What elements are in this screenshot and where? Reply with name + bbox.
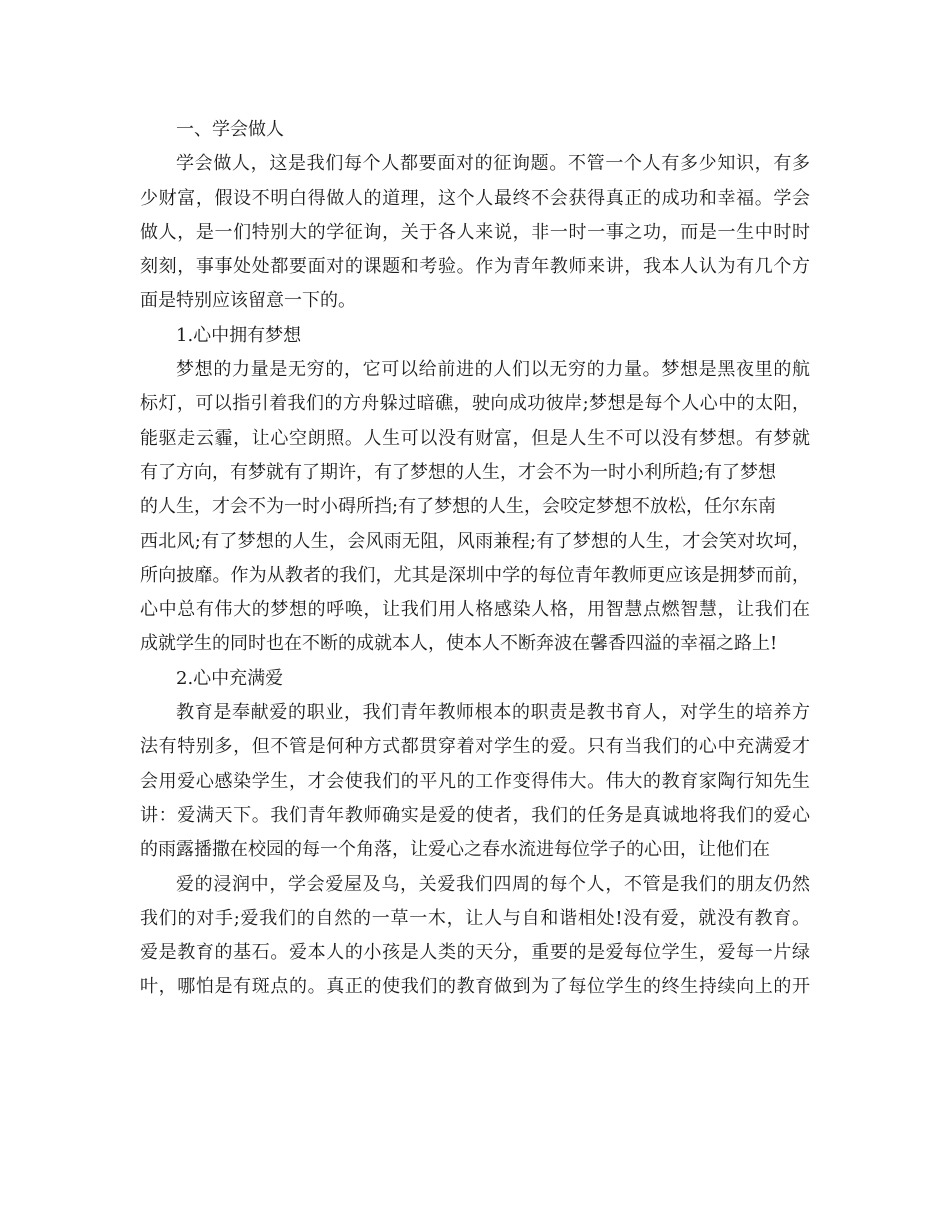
paragraph-line: 能驱走云霾，让心空朗照。人生可以没有财富，但是人生不可以没有梦想。有梦就: [140, 427, 810, 449]
section-heading: 2.心中充满爱: [176, 667, 284, 689]
paragraph-line: 爱是教育的基石。爱本人的小孩是人类的天分，重要的是爱每位学生，爱每一片绿: [140, 942, 810, 964]
paragraph-line: 面是特别应该留意一下的。: [140, 290, 356, 312]
paragraph-line: 成就学生的同时也在不断的成就本人，使本人不断奔波在馨香四溢的幸福之路上!: [140, 633, 778, 655]
paragraph-line: 爱的浸润中，学会爱屋及乌，关爱我们四周的每个人，不管是我们的朋友仍然: [176, 873, 810, 895]
paragraph-line: 所向披靡。作为从教者的我们，尤其是深圳中学的每位青年教师更应该是拥梦而前，: [140, 564, 810, 586]
paragraph-line: 的雨露播撒在校园的每一个角落，让爱心之春水流进每位学子的心田，让他们在: [140, 839, 770, 861]
paragraph-line: 叶，哪怕是有斑点的。真正的使我们的教育做到为了每位学生的终生持续向上的开: [140, 976, 810, 998]
paragraph-line: 的人生，才会不为一时小碍所挡;有了梦想的人生，会咬定梦想不放松，任尔东南: [140, 496, 777, 518]
paragraph-line: 我们的对手;爱我们的自然的一草一木，让人与自和谐相处!没有爱，就没有教育。: [140, 907, 810, 929]
paragraph-line: 刻刻，事事处处都要面对的课题和考验。作为青年教师来讲，我本人认为有几个方: [140, 256, 810, 278]
paragraph-line: 西北风;有了梦想的人生，会风雨无阻，风雨兼程;有了梦想的人生，才会笑对坎坷，: [140, 530, 810, 552]
paragraph-line: 学会做人，这是我们每个人都要面对的征询题。不管一个人有多少知识，有多: [176, 153, 810, 175]
paragraph-line: 梦想的力量是无穷的，它可以给前进的人们以无穷的力量。梦想是黑夜里的航: [176, 359, 810, 381]
paragraph-line: 标灯，可以指引着我们的方舟躲过暗礁，驶向成功彼岸;梦想是每个人心中的太阳，: [140, 393, 810, 415]
section-heading: 1.心中拥有梦想: [176, 324, 302, 346]
paragraph-line: 做人，是一们特别大的学征询，关于各人来说，非一时一事之功，而是一生中时时: [140, 221, 810, 243]
paragraph-line: 教育是奉献爱的职业，我们青年教师根本的职责是教书育人，对学生的培养方: [176, 702, 810, 724]
paragraph-line: 少财富，假设不明白得做人的道理，这个人最终不会获得真正的成功和幸福。学会: [140, 187, 810, 209]
paragraph-line: 会用爱心感染学生，才会使我们的平凡的工作变得伟大。伟大的教育家陶行知先生: [140, 770, 810, 792]
paragraph-line: 法有特别多，但不管是何种方式都贯穿着对学生的爱。只有当我们的心中充满爱才: [140, 736, 810, 758]
paragraph-line: 心中总有伟大的梦想的呼唤，让我们用人格感染人格，用智慧点燃智慧，让我们在: [140, 599, 810, 621]
paragraph-line: 讲：爱满天下。我们青年教师确实是爱的使者，我们的任务是真诚地将我们的爱心: [140, 804, 810, 826]
section-heading: 一、学会做人: [176, 119, 284, 140]
paragraph-line: 有了方向，有梦就有了期许，有了梦想的人生，才会不为一时小利所趋;有了梦想: [140, 461, 777, 483]
document-body: [140, 113, 810, 1005]
